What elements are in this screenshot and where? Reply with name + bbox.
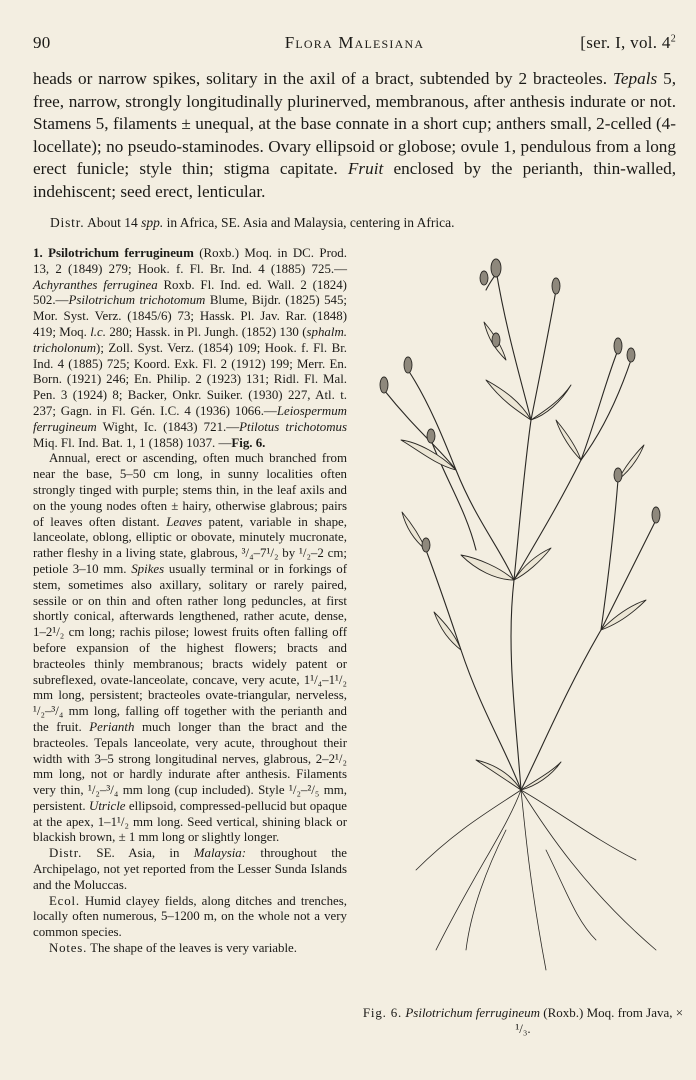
distr2-label: Distr. xyxy=(49,846,83,861)
figure-caption xyxy=(360,1005,686,1037)
syn-6: l.c. xyxy=(90,324,106,339)
genus-description xyxy=(33,68,676,204)
species-column xyxy=(33,246,347,957)
leaves-label: Leaves xyxy=(166,514,202,529)
caption-fig: Fig. 6. xyxy=(362,1005,403,1020)
tepals-label: Tepals xyxy=(612,69,658,88)
distr2-b: throughout the Archipelago, not yet reported from the Lesser Sunda Islands and the Moluccas. xyxy=(33,846,347,892)
fig-ref: Fig. 6. xyxy=(231,435,266,450)
journal-title: Flora Malesiana xyxy=(284,33,425,52)
notes-text: The shape of the leaves is very variable. xyxy=(90,941,297,956)
utricle-label: Utricle xyxy=(89,798,126,813)
series-superscript: 2 xyxy=(670,33,676,45)
syn-1: (Roxb.) Moq. in DC. Prod. 13, 2 (1849) 279; Hook. f. Fl. Br. Ind. 4 (1885) 725.— xyxy=(33,246,347,276)
intro-text-2: 5, free, narrow, strongly longitudinally plurinerved, membranous, after anthesis indurate or not. Stamens 5, filaments ± unequal, at the base connate in a short cup; anthers small, 2-celled (4-locellate); no pseudo-staminodes. Ovary ellipsoid or globose; ovule 1, pendulous from a long erect funicle; style thin; stigma capitate. xyxy=(33,69,676,179)
syn-12: Ptilotus trichotomus xyxy=(239,419,347,434)
distr-spp: spp. xyxy=(141,215,164,230)
spikes-label: Spikes xyxy=(131,561,165,576)
running-header xyxy=(33,33,676,59)
distr-text-a: About 14 xyxy=(87,215,138,230)
intro-text-1: heads or narrow spikes, solitary in the axil of a bract, subtended by 2 bracteoles. xyxy=(33,69,607,88)
syn-2: Achyranthes ferruginea xyxy=(33,277,158,292)
desc-2: patent, variable in shape, lanceolate, oblong, elliptic or obovate, minutely mucronate, rather fleshy in a living state, glabrous, ³/₄–7¹/₂ by ¹/₂–2 cm; petiole 3–10 mm. xyxy=(33,514,347,576)
series-volume xyxy=(580,33,676,53)
roots xyxy=(416,790,656,970)
caption-rest: (Roxb.) Moq. from Java, × ¹/₃. xyxy=(515,1005,684,1036)
species-ecology xyxy=(33,894,347,941)
ecol-label: Ecol. xyxy=(49,893,80,908)
species-description xyxy=(33,451,347,846)
syn-13: Miq. Fl. Ind. Bat. 1, 1 (1858) 1037. — xyxy=(33,435,232,450)
ecol-text: Humid clayey fields, along ditches and trenches, locally often numerous, 5–1200 m, on the whole not a very common species. xyxy=(33,893,347,940)
species-name: 1. Psilotrichum ferrugineum xyxy=(33,246,194,260)
intro-text-3: enclosed by the perianth, thin-walled, indehiscent; seed erect, lenticular. xyxy=(33,159,677,201)
distr2-malaysia: Malaysia: xyxy=(193,846,247,861)
syn-4: Psilotrichum trichotomum xyxy=(68,293,206,308)
distr2-a: SE. Asia, in xyxy=(96,846,180,861)
notes-label: Notes. xyxy=(49,941,88,956)
caption-species: Psilotrichum ferrugineum xyxy=(405,1005,541,1020)
genus-paragraph xyxy=(33,68,676,204)
distr-text-b: in Africa, SE. Asia and Malaysia, centering in Africa. xyxy=(166,215,455,230)
syn-10: Leiospermum ferrugineum xyxy=(33,403,347,434)
series-text: [ser. I, vol. 4 xyxy=(580,33,671,52)
syn-5: Blume, Bijdr. (1825) 545; Mor. Syst. Verz. (1845/6) 73; Hassk. Pl. Jav. Rar. (1848) 419; Moq. xyxy=(33,293,347,339)
species-notes xyxy=(33,941,347,957)
desc-3: usually terminal or in forkings of stem, sometimes also axillary, solitary or rarely paired, sessile or on thin and often rather long peduncles, at first shortly conical, afterwards lengthened, rather acute, dense, 1–2¹/₂ cm long; rachis pilose; lowest fruits often falling off before expansion of the highest flowers; bracts and bracteoles thinly membranous; bracts widely patent or subreflexed, ovate-lanceolate, concave, very acute, 1¹/₄–1¹/₂ mm long, persistent; bracteoles ovate-triangular, nerveless, ¹/₂–³/₄ mm long, falling off together with the perianth and the fruit. xyxy=(33,561,347,734)
distr-label: Distr. xyxy=(50,215,85,230)
syn-9: ); Zoll. Syst. Verz. (1854) 109; Hook. f. Fl. Br. Ind. 4 (1885) 725; Koord. Exk. Fl. 2 (1912) 199; Merr. En. Born. (1921) 246; En. Philip. 2 (1923) 131; Ridl. Fl. Mal. Pen. 3 (1924) 8; Backer, Onkr. Suiker. (1930) 227, Atl. t. 237; Gagn. in Fl. Gén. I.C. 4 (1936) 1066.— xyxy=(33,340,347,418)
syn-7: 280; Hassk. in Pl. Jungh. (1852) 130 ( xyxy=(109,324,307,339)
syn-11: Wight, Ic. (1843) 721.— xyxy=(102,419,240,434)
syn-3: Roxb. Fl. Ind. ed. Wall. 2 (1824) 502.— xyxy=(33,277,347,308)
species-synonymy xyxy=(33,246,347,451)
fruit-label: Fruit xyxy=(347,159,384,179)
species-distribution xyxy=(33,846,347,893)
desc-1: Annual, erect or ascending, often much branched from near the base, 5–50 cm long, in sunny localities often strongly tinged with purple; stems thin, in the leaf axils and on the young nodes often ± hairy, otherwise glabrous; pairs of leaves often distant. xyxy=(33,451,347,529)
plant-illustration xyxy=(356,250,692,996)
desc-4: much longer than the bract and the bracteoles. Tepals lanceolate, very acute, throughout their width with 3–5 strong longitudinal nerves, glabrous, 2–2¹/₂ mm long, not or hardly indurate after anthesis. Filaments very thin, ¹/₂–³/₄ mm long (cup included). Style ¹/₂–²/₅ mm, persistent. xyxy=(33,719,347,813)
desc-5: ellipsoid, compressed-pellucid but opaque at the apex, 1–1¹/₂ mm long. Seed vertical, shining black or blackish brown, ± 1 mm long or slightly longer. xyxy=(33,798,347,845)
syn-8: sphalm. tricholonum xyxy=(33,324,347,355)
perianth-label: Perianth xyxy=(89,719,135,734)
genus-distribution xyxy=(50,214,680,232)
page-number: 90 xyxy=(33,33,51,52)
